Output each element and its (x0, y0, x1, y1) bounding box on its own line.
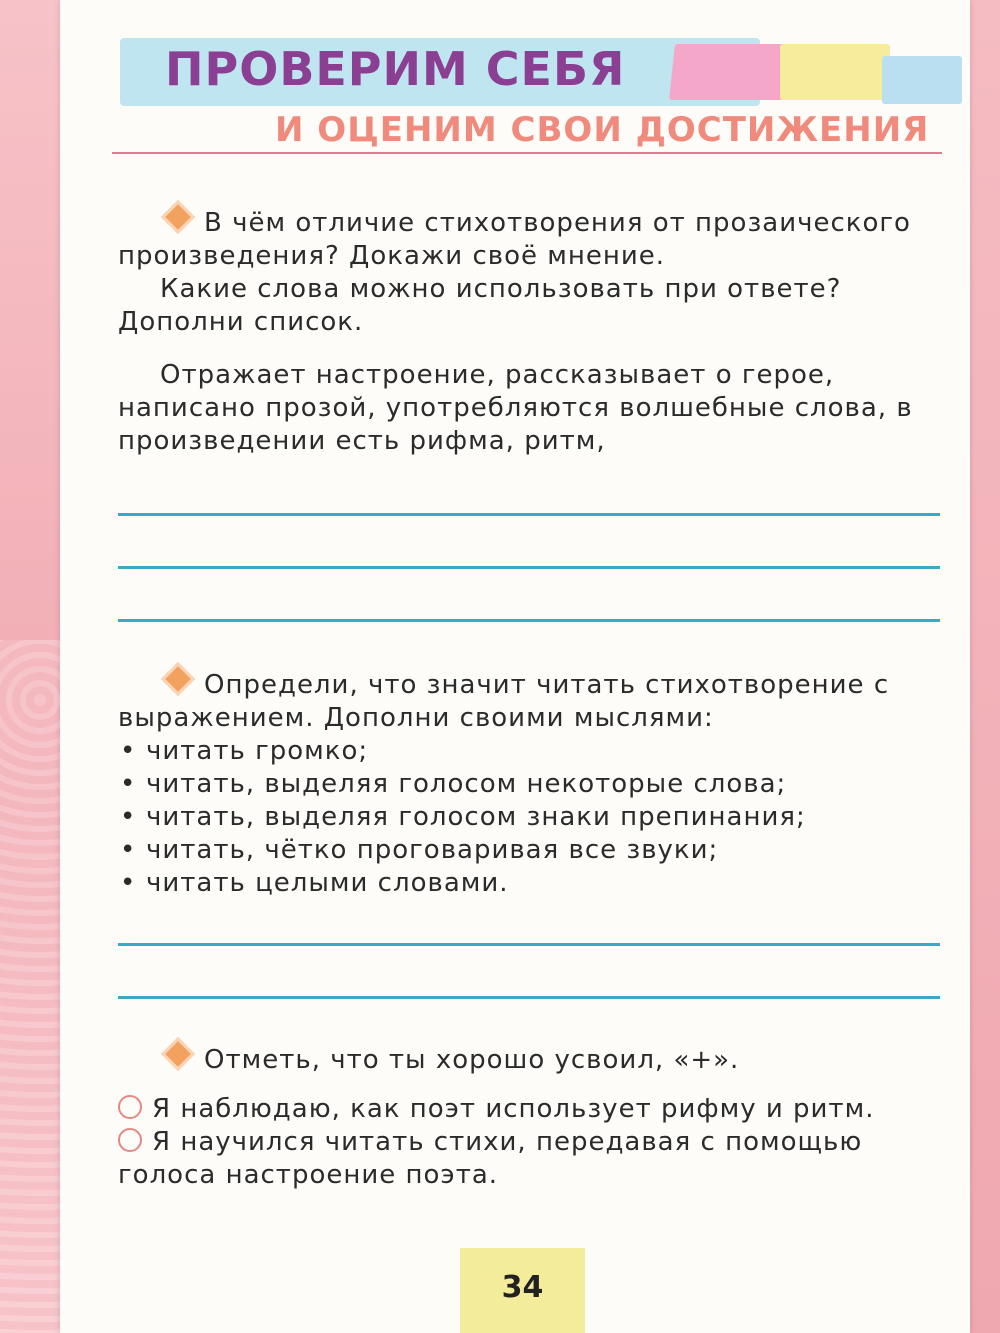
task3-block (118, 1042, 943, 1192)
task1-prompt: Какие слова можно использовать при ответе? Дополни список. (118, 274, 842, 337)
answer-line[interactable] (118, 513, 940, 516)
workbook-page (60, 0, 970, 1333)
self-check-item: Я наблюдаю, как поэт использует рифму и ритм. (152, 1094, 875, 1124)
header-tab-yellow (780, 44, 890, 100)
diamond-bullet-icon (161, 200, 195, 234)
answer-line[interactable] (118, 943, 940, 946)
list-item: • читать, выделяя голосом некоторые слова; (118, 768, 943, 801)
page-subtitle: И ОЦЕНИМ СВОИ ДОСТИЖЕНИЯ (275, 110, 930, 150)
task2-block (118, 667, 943, 900)
header-tab-pink (669, 44, 790, 100)
task2-bullet-list (118, 735, 943, 900)
answer-line[interactable] (118, 619, 940, 622)
list-item: • читать, чётко проговаривая все звуки; (118, 834, 943, 867)
checkbox-circle[interactable] (118, 1128, 142, 1152)
answer-line[interactable] (118, 566, 940, 569)
header-tab-blue (882, 56, 962, 104)
list-item: • читать, выделяя голосом знаки препинания; (118, 801, 943, 834)
task2-question: Определи, что значит читать стихотворение с выражением. Дополни своими мыслями: (118, 670, 890, 733)
answer-line[interactable] (118, 996, 940, 999)
task1-question: В чём отличие стихотворения от прозаического произведения? Докажи своё мнение. (118, 208, 911, 271)
page-title: ПРОВЕРИМ СЕБЯ (165, 42, 626, 96)
page-number: 34 (460, 1248, 585, 1333)
header-rule (112, 152, 942, 154)
task1-block (118, 205, 943, 458)
list-item: • читать целыми словами. (118, 867, 943, 900)
checkbox-circle[interactable] (118, 1095, 142, 1119)
self-check-item: Я научился читать стихи, передавая с помощью голоса настроение поэта. (118, 1127, 863, 1190)
diamond-bullet-icon (161, 1037, 195, 1071)
diamond-bullet-icon (161, 662, 195, 696)
task3-question: Отметь, что ты хорошо усвоил, «+». (204, 1045, 740, 1075)
task1-word-list: Отражает настроение, рассказывает о герое, написано прозой, употребляются волшебные слова, в произведении есть рифма, ритм, (118, 360, 913, 456)
list-item: • читать громко; (118, 735, 943, 768)
